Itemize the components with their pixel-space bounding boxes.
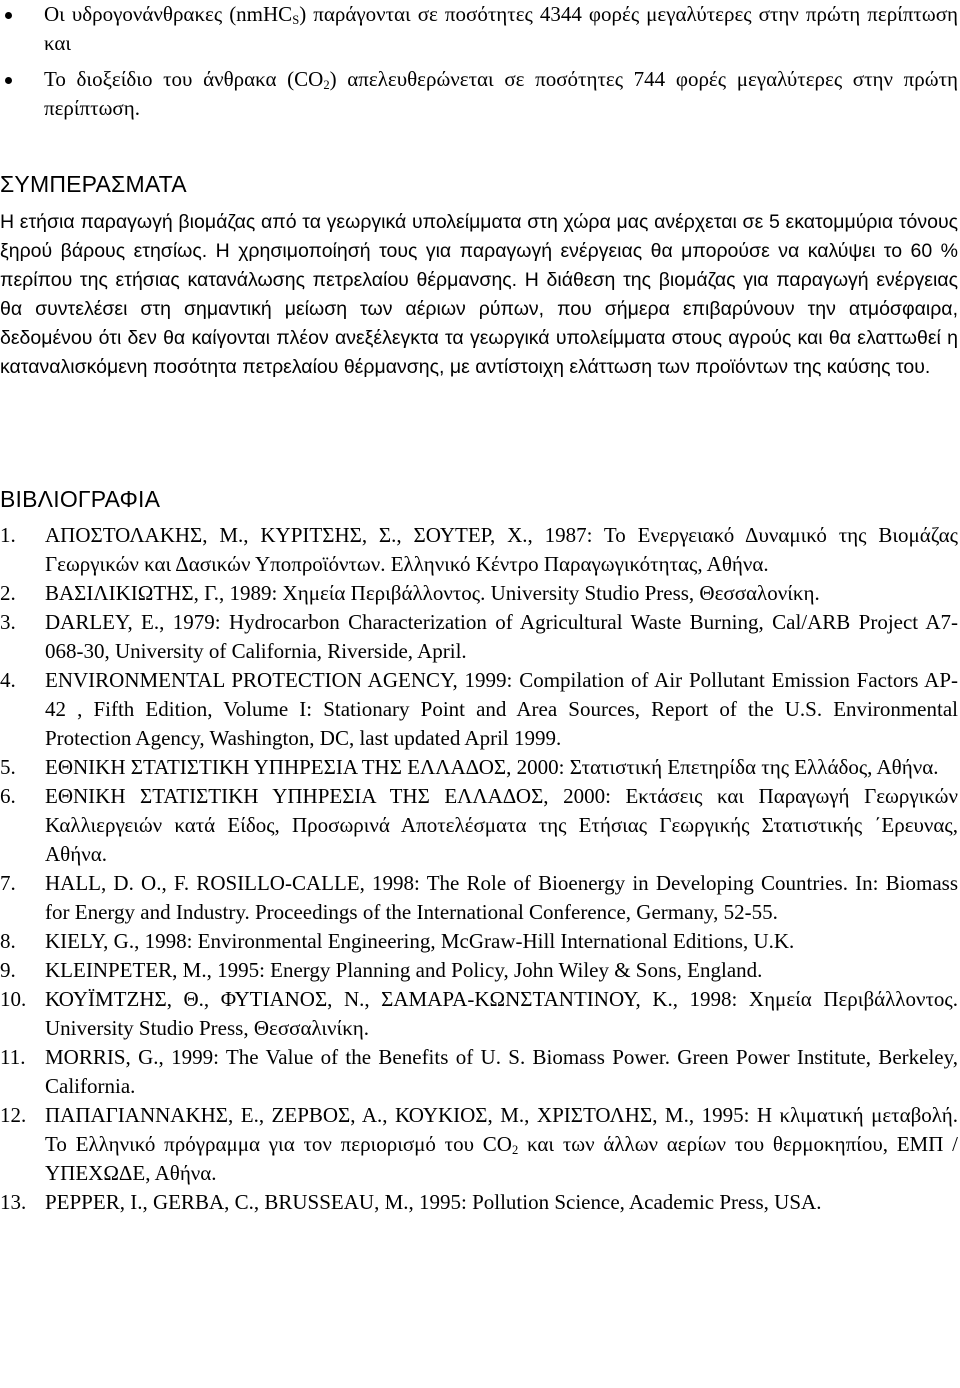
reference-number: 3. <box>0 610 16 634</box>
reference-text: KLEINPETER, M., 1995: Energy Planning and Policy, John Wiley & Sons, England. <box>45 958 763 982</box>
reference-item <box>0 869 958 927</box>
reference-text: ΒΑΣΙΛΙΚΙΩΤΗΣ, Γ., 1989: Χημεία Περιβάλλοντος. University Studio Press, Θεσσαλονίκη. <box>45 581 820 605</box>
bullet-item-hydrocarbons <box>0 0 960 58</box>
bullet-subscript: S <box>292 13 300 28</box>
conclusions-paragraph: Η ετήσια παραγωγή βιομάζας από τα γεωργικά υπολείμματα στη χώρα μας ανέρχεται σε 5 εκατομμύρια τόνους ξηρού βάρους ετησίως. Η χρησιμοποίησή τους για παραγωγή ενέργειας θα μπορούσε να καλύψει το 60 % περίπου της ετήσιας κατανάλωσης πετρελαίου θέρμανσης. Η διάθεση της βιομάζας για παραγωγή ενέργειας θα συντελέσει στη σημαντική μείωση των αέριων ρύπων, που σήμερα επιβαρύνουν την ατμόσφαιρα, δεδομένου ότι δεν θα καίγονται πλέον ανεξέλεγκτα τα γεωργικά υπολείμματα στους αγρούς και θα ελαττωθεί η καταναλισκόμενη ποσότητα πετρελαίου θέρμανσης, με αντίστοιχη ελάττωση των προϊόντων της καύσης του. <box>0 211 958 378</box>
reference-item <box>0 1188 958 1217</box>
reference-number: 12. <box>0 1103 27 1127</box>
reference-text: HALL, D. O., F. ROSILLO-CALLE, 1998: The Role of Bioenergy in Developing Countries. In: Biomass for Energy and Industry. Proceedings of the International Conference, Germany, 52-55. <box>45 871 958 924</box>
reference-number: 5. <box>0 755 16 779</box>
bullet-dot-icon <box>5 12 12 19</box>
reference-item <box>0 608 958 666</box>
reference-item <box>0 579 958 608</box>
reference-item <box>0 666 958 753</box>
reference-number: 11. <box>0 1045 26 1069</box>
bullet-text-end: ) παράγονται σε ποσότητες 4344 φορές μεγαλύτερες στην πρώτη περίπτωση και <box>44 2 958 55</box>
bullet-text-start: Οι υδρογονάνθρακες (nmHC <box>44 2 293 26</box>
reference-text: PEPPER, I., GERBA, C., BRUSSEAU, M., 1995: Pollution Science, Academic Press, USA. <box>45 1190 822 1214</box>
bullet-list <box>0 0 960 123</box>
reference-number: 7. <box>0 871 16 895</box>
bullet-item-co2 <box>0 65 960 123</box>
reference-item <box>0 985 958 1043</box>
reference-list <box>0 521 958 1217</box>
reference-text: KIELY, G., 1998: Environmental Engineering, McGraw-Hill International Editions, U.K. <box>45 929 795 953</box>
bullet-text-start: Το διοξείδιο του άνθρακα (CO <box>44 67 324 91</box>
bibliography-heading: ΒΙΒΛΙΟΓΡΑΦΙΑ <box>0 486 161 512</box>
reference-item <box>0 1101 958 1188</box>
reference-item <box>0 1043 958 1101</box>
reference-item <box>0 782 958 869</box>
reference-number: 8. <box>0 929 16 953</box>
reference-number: 10. <box>0 987 27 1011</box>
bullet-text-end: ) απελευθερώνεται σε ποσότητες 744 φορές μεγαλύτερες στην πρώτη περίπτωση. <box>44 67 958 120</box>
reference-subscript: 2 <box>511 1143 519 1158</box>
reference-text: ΠΑΠΑΓΙΑΝΝΑΚΗΣ, Ε., ΖΕΡΒΟΣ, Α., ΚΟΥΚΙΟΣ, Μ., ΧΡΙΣΤΟΛΗΣ, Μ., 1995: Η κλιματική μεταβολή. Το Ελληνικό πρόγραμμα για τον περιορισμό του CO <box>45 1103 958 1156</box>
reference-text: ΕΘΝΙΚΗ ΣΤΑΤΙΣΤΙΚΗ ΥΠΗΡΕΣΙΑ ΤΗΣ ΕΛΛΑΔΟΣ, 2000: Εκτάσεις και Παραγωγή Γεωργικών Καλλιεργειών κατά Είδος, Προσωρινά Αποτελέσματα της Ετήσιας Γεωργικής Στατιστικής ΄Ερευνας, Αθήνα. <box>45 784 958 866</box>
reference-text-end: και των άλλων αερίων του θερμοκηπίου, ΕΜΠ / ΥΠΕΧΩΔΕ, Αθήνα. <box>45 1132 958 1185</box>
reference-number: 6. <box>0 784 16 808</box>
reference-text: MORRIS, G., 1999: The Value of the Benefits of U. S. Biomass Power. Green Power Institute, Berkeley, California. <box>45 1045 958 1098</box>
reference-number: 1. <box>0 523 16 547</box>
reference-text: ΑΠΟΣΤΟΛΑΚΗΣ, Μ., ΚΥΡΙΤΣΗΣ, Σ., ΣΟΥΤΕΡ, Χ., 1987: Το Ενεργειακό Δυναμικό της Βιομάζας Γεωργικών και Δασικών Υποπροϊόντων. Ελληνικό Κέντρο Παραγωγικότητας, Αθήνα. <box>45 523 958 576</box>
reference-item <box>0 521 958 579</box>
reference-item <box>0 956 958 985</box>
reference-text: ENVIRONMENTAL PROTECTION AGENCY, 1999: Compilation of Air Pollutant Emission Factors AP-42 , Fifth Edition, Volume I: Stationary Point and Area Sources, Report of the U.S. Environmental Protection Agency, Washington, DC, last updated April 1999. <box>45 668 958 750</box>
bullet-subscript: 2 <box>323 78 330 93</box>
reference-text: ΕΘΝΙΚΗ ΣΤΑΤΙΣΤΙΚΗ ΥΠΗΡΕΣΙΑ ΤΗΣ ΕΛΛΑΔΟΣ, 2000: Στατιστική Επετηρίδα της Ελλάδος, Αθήνα. <box>45 755 939 779</box>
reference-number: 9. <box>0 958 16 982</box>
reference-number: 2. <box>0 581 16 605</box>
reference-text: DARLEY, E., 1979: Hydrocarbon Characterization of Agricultural Waste Burning, Cal/ARB Project A7-068-30, University of California, Riverside, April. <box>45 610 958 663</box>
reference-item <box>0 927 958 956</box>
reference-item <box>0 753 958 782</box>
conclusions-heading: ΣΥΜΠΕΡΑΣΜΑΤΑ <box>0 171 187 197</box>
reference-text: ΚΟΥΪΜΤΖΗΣ, Θ., ΦΥΤΙΑΝΟΣ, Ν., ΣΑΜΑΡΑ-ΚΩΝΣΤΑΝΤΙΝΟΥ, Κ., 1998: Χημεία Περιβάλλοντος. University Studio Press, Θεσσαλινίκη. <box>45 987 958 1040</box>
bullet-dot-icon <box>5 77 12 84</box>
reference-number: 13. <box>0 1190 27 1214</box>
reference-number: 4. <box>0 668 16 692</box>
